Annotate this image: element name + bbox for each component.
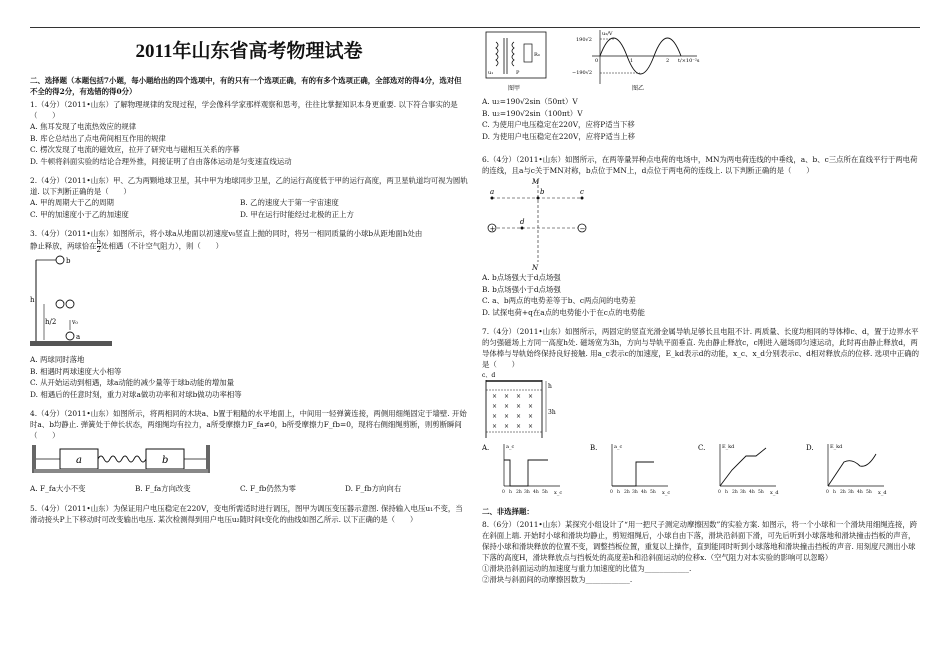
svg-text:x_c: x_c [554, 490, 563, 496]
q8-subquestion-1[interactable]: ①滑块沿斜面运动的加速度与重力加速度的比值为____________. [482, 564, 692, 573]
q3-fig-label-h2: h/2 [45, 318, 57, 326]
q3-stem-line2: 静止释放，两球恰在 $\frac{h}{2}$ 处相遇（不计空气阻力），则（ ） [30, 238, 223, 254]
svg-text:4h: 4h [533, 490, 539, 495]
svg-text:×: × [516, 393, 522, 400]
q6-label-c: c [580, 188, 584, 196]
q5-fig-label-p: P [516, 70, 520, 76]
svg-text:×: × [528, 393, 534, 400]
svg-text:×: × [516, 403, 522, 410]
svg-text:×: × [504, 403, 510, 410]
q6-label-n: N [532, 264, 539, 272]
q1-option-d[interactable]: D. 牛顿将斜面实验的结论合理外推，间接证明了自由落体运动是匀变速直线运动 [30, 156, 292, 166]
q3-fig-label-v0: v₀ [72, 319, 78, 326]
q3-option-c[interactable]: C. 从开始运动到相遇，球a动能的减少量等于球b动能的增加量 [30, 378, 234, 387]
svg-text:0: 0 [826, 490, 829, 495]
svg-text:×: × [504, 423, 510, 430]
svg-text:×: × [504, 413, 510, 420]
q4-option-c[interactable]: C. F_fb仍然为零 [240, 484, 296, 493]
svg-text:×: × [516, 423, 522, 430]
svg-text:E_kd: E_kd [722, 444, 735, 450]
q3-figure [30, 254, 120, 354]
q5-fig-label-u2: u₂/V [602, 31, 613, 37]
right-column [482, 28, 922, 585]
q1-stem: 1.（4分）（2011•山东）了解物理规律的发现过程，学会像科学家那样观察和思考，往往比掌握知识本身更重要. 以下符合事实的是（ ） [30, 100, 458, 120]
q5-fig-label-pos: 190√2 [576, 37, 592, 43]
svg-text:2h: 2h [732, 490, 738, 495]
q4-option-d[interactable]: D. F_fb方向向右 [345, 484, 402, 493]
q6-label-m: M [532, 178, 540, 186]
q7-graph-a-label: A. [482, 444, 490, 452]
svg-text:h: h [617, 490, 620, 495]
left-column [30, 28, 468, 525]
svg-text:4h: 4h [749, 490, 755, 495]
q8-stem: 8.（6分）（2011•山东）某探究小组设计了“用一把尺子测定动摩擦因数”的实验方案. 如图示，将一个小球和一个滑块用细绳连接，跨在斜面上端. 开始时小球和滑块均静止，剪短细绳后，小球自由下落，滑块沿斜面下滑，可先后听到小球落地和滑块撞击挡板的声音，保持小球和滑块释放的位置不变，调整挡板位置，重复以上操作，直到能同时听到小球落地和滑块撞击挡板的声音. 用刻度尺测出小球下落的高度H，滑块释放点与挡板处的高度差h和沿斜面运动的位移x.（空气阻力对本实验的影响可以忽略） [482, 520, 918, 562]
q7-figure [482, 370, 572, 440]
q3-fig-label-h: h [30, 296, 35, 304]
q8-subquestion-2[interactable]: ②滑块与斜面间的动摩擦因数为____________. [482, 575, 633, 584]
svg-text:×: × [492, 403, 498, 410]
q5-fig-label-yi: 图乙 [632, 85, 645, 92]
q3-stem-line1: 3.（4分）（2011•山东）如图所示，将小球a从地面以初速度v₀竖直上抛的同时，将另一相同质量的小球b从距地面h处由 [30, 229, 423, 238]
svg-text:2h: 2h [624, 490, 630, 495]
q6-option-d[interactable]: D. 试探电荷+q在a点的电势能小于在c点的电势能 [482, 307, 645, 317]
svg-text:3h: 3h [740, 490, 746, 495]
svg-text:×: × [492, 413, 498, 420]
q5-fig-label-zero: 0 [595, 58, 599, 64]
q2-option-d[interactable]: D. 甲在运行时能经过北极的正上方 [240, 209, 354, 219]
svg-text:a_c: a_c [506, 444, 515, 450]
q5-option-c[interactable]: C. 为使用户电压稳定在220V，应将P适当下移 [482, 120, 635, 129]
svg-text:3h: 3h [632, 490, 638, 495]
svg-text:×: × [504, 393, 510, 400]
q4-figure [30, 441, 220, 477]
q3-option-a[interactable]: A. 两球同时落地 [30, 355, 85, 364]
q2-option-a[interactable]: A. 甲的周期大于乙的周期 [30, 198, 114, 207]
q3-fig-label-a: a [76, 333, 81, 341]
svg-text:h: h [833, 490, 836, 495]
q3-fig-label-b: b [66, 257, 71, 265]
q6-label-a: a [490, 188, 495, 196]
svg-text:×: × [492, 393, 498, 400]
svg-text:×: × [516, 413, 522, 420]
q5-option-a[interactable]: A. u₂=190√2sin（50πt）V [482, 97, 578, 106]
q2-option-c[interactable]: C. 甲的加速度小于乙的加速度 [30, 209, 129, 219]
q4-option-b[interactable]: B. F_fa方向改变 [135, 484, 191, 493]
q4-stem: 4.（4分）（2011•山东）如图所示，将两相同的木块a、b置于粗糙的水平地面上，中间用一轻弹簧连接，两侧用细绳固定于墙壁. 开始时a、b均静止. 弹簧处于伸长状态，两细绳均有拉力，a所受摩擦力F_fa≠0，b所受摩擦力F_fb=0，现将右侧细绳剪断，则剪断瞬间（ ） [30, 409, 467, 440]
q6-figure [482, 176, 602, 272]
q5-fig-label-u1: u₁ [488, 70, 494, 76]
svg-text:×: × [528, 413, 534, 420]
svg-text:×: × [528, 403, 534, 410]
svg-text:a_c: a_c [614, 444, 623, 450]
q6-option-a[interactable]: A. b点场强大于d点场强 [482, 273, 561, 282]
q1-option-c[interactable]: C. 楞次发现了电流的磁效应，拉开了研究电与磁相互关系的序幕 [30, 145, 240, 154]
q5-option-d[interactable]: D. 为使用户电压稳定在220V，应将P适当上移 [482, 131, 636, 141]
q4-option-a[interactable]: A. F_fa大小不变 [30, 484, 86, 493]
q6-option-c[interactable]: C. a、b两点的电势差等于b、c两点间的电势差 [482, 296, 636, 305]
q7-stem: 7.（4分）（2011•山东）如图所示，两固定的竖直光滑金属导轨足够长且电阻不计. 两质量、长度均相同的导体棒c、d，置于边界水平的匀强磁场上方同一高度h处. 磁场宽为3h，方向与导轨平面垂直. 先由静止释放c，c刚进入磁场即匀速运动，此时再由静止释放d，两导体棒与导轨始终保持良好接触. 用a_c表示c的加速度，E_kd表示d的动能，x_c、x_d分别表示c、d相对释放点的位移. 选项中正确的是（ ） [482, 327, 920, 369]
q2-stem: 2.（4分）（2011•山东）甲、乙为两颗地球卫星，其中甲为地球同步卫星，乙的运行高度低于甲的运行高度，两卫星轨道均可视为圆轨道. 以下判断正确的是（ ） [30, 176, 468, 196]
q6-label-b: b [540, 188, 545, 196]
q6-option-b[interactable]: B. b点场强小于d点场强 [482, 284, 561, 294]
q1-option-b[interactable]: B. 库仑总结出了点电荷间相互作用的规律 [30, 133, 166, 143]
svg-text:4h: 4h [641, 490, 647, 495]
q4-fig-label-a: a [76, 455, 82, 466]
svg-text:x_c: x_c [662, 490, 671, 496]
q3-option-d[interactable]: D. 相遇后的任意时刻，重力对球a做功功率和对球b做功功率相等 [30, 389, 242, 399]
section-heading-choice: 二、选择题（本题包括7小题，每小题给出的四个选项中，有的只有一个选项正确，有的有多个选项正确，全部选对的得4分，选对但不全的得2分，有选错的得0分） [30, 76, 462, 96]
q7-fig-label-3h: 3h [548, 409, 556, 416]
q3-fraction: $\frac{h}{2}$ [96, 238, 102, 254]
svg-text:h: h [725, 490, 728, 495]
q6-label-minus: − [579, 225, 586, 233]
svg-text:x_d: x_d [878, 490, 887, 496]
svg-text:3h: 3h [848, 490, 854, 495]
svg-text:0: 0 [502, 490, 505, 495]
svg-text:5h: 5h [758, 490, 764, 495]
q2-option-b[interactable]: B. 乙的速度大于第一宇宙速度 [240, 198, 339, 207]
q5-fig-label-t: t/×10⁻²s [678, 58, 700, 64]
q1-option-a[interactable]: A. 焦耳发现了电流热效应的规律 [30, 122, 137, 131]
svg-text:x_d: x_d [770, 490, 779, 496]
svg-text:×: × [492, 423, 498, 430]
svg-text:2h: 2h [516, 490, 522, 495]
svg-text:2h: 2h [840, 490, 846, 495]
q5-fig-label-jia: 图甲 [508, 85, 521, 92]
q7-graph-c-label: C. [698, 444, 706, 452]
q7-fig-label-cd: c、d [482, 372, 496, 379]
q7-field-marks [492, 393, 533, 430]
page-title: 2011年山东省高考物理试卷 [135, 41, 363, 62]
q4-fig-label-b: b [162, 455, 169, 466]
q7-option-graphs [482, 440, 922, 496]
q5-fig-label-two: 2 [666, 58, 670, 64]
q5-option-b[interactable]: B. u₂=190√2sin（100πt）V [482, 108, 583, 118]
svg-text:h: h [509, 490, 512, 495]
svg-text:5h: 5h [650, 490, 656, 495]
q5-figures [482, 28, 742, 96]
section-heading-nonchoice: 二、非选择题： [482, 507, 534, 516]
q5-fig-label-neg: −190√2 [572, 70, 593, 76]
svg-text:5h: 5h [866, 490, 872, 495]
svg-text:5h: 5h [542, 490, 548, 495]
q7-graph-b-label: B. [590, 444, 598, 452]
svg-text:3h: 3h [524, 490, 530, 495]
svg-text:0: 0 [718, 490, 721, 495]
q7-fig-label-h: h [548, 383, 552, 390]
svg-text:0: 0 [610, 490, 613, 495]
svg-text:4h: 4h [857, 490, 863, 495]
q6-stem: 6.（4分）（2011•山东）如图所示，在两等量异种点电荷的电场中，MN为两电荷连线的中垂线，a、b、c三点所在直线平行于两电荷的连线，且a与c关于MN对称，b点位于MN上，d点位于两电荷的连线上. 以下判断正确的是（ ） [482, 155, 918, 175]
q5-fig-label-r0: R₀ [534, 52, 540, 58]
q6-label-d: d [520, 218, 525, 226]
q7-graph-d-label: D. [806, 444, 814, 452]
q6-label-plus: + [489, 225, 496, 233]
svg-text:×: × [528, 423, 534, 430]
q5-stem: 5.（4分）（2011•山东）为保证用户电压稳定在220V，变电所需适时进行调压，图甲为调压变压器示意图. 保持输入电压u₁不变，当滑动接头P上下移动时可改变输出电压. 某次检测得到用户电压u₂随时间t变化的曲线如图乙所示. 以下正确的是（ ） [30, 503, 463, 524]
q3-option-b[interactable]: B. 相遇时两球速度大小相等 [30, 366, 122, 376]
svg-text:E_kd: E_kd [830, 444, 843, 450]
q5-fig-label-one: 1 [630, 58, 634, 64]
